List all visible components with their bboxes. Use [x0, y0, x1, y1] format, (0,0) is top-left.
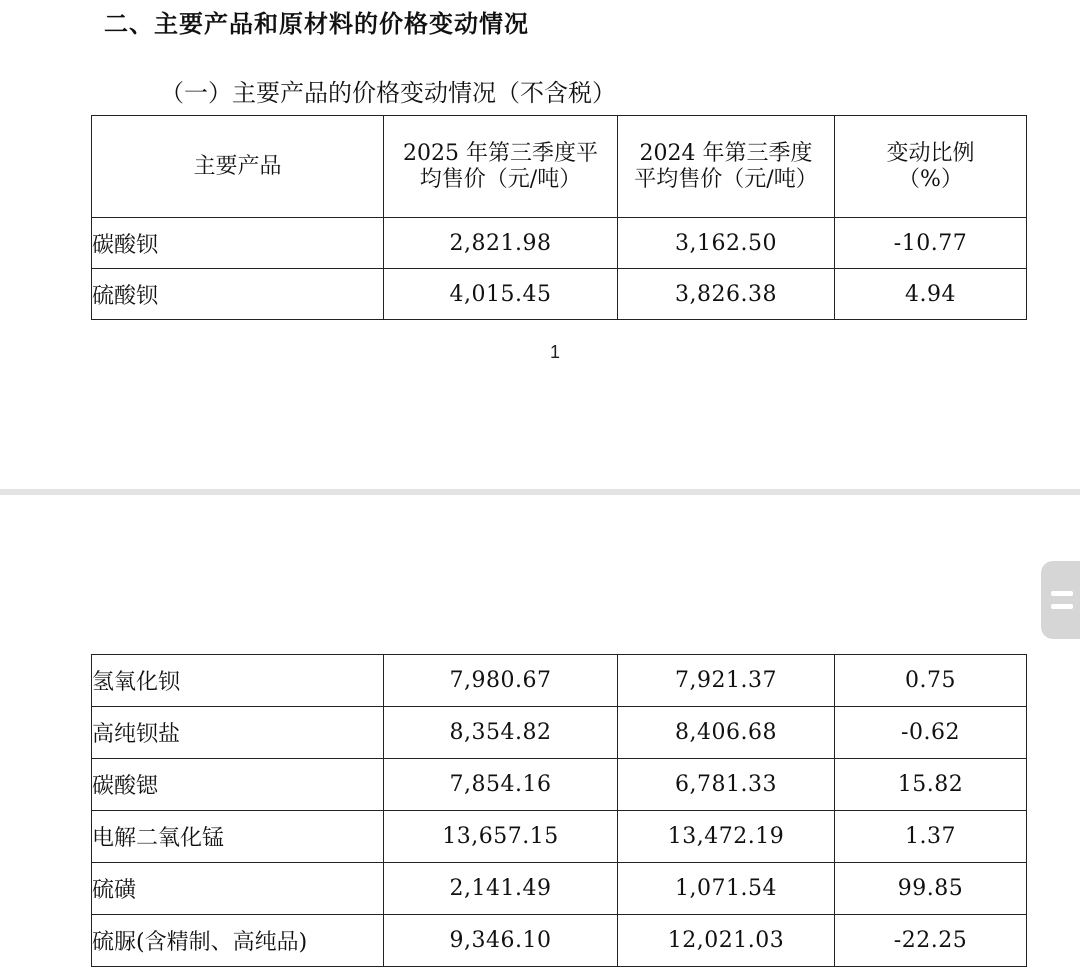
menu-handle-bar	[1051, 591, 1073, 596]
product-name-cell: 硫磺	[92, 863, 384, 915]
product-name-cell: 电解二氧化锰	[92, 811, 384, 863]
menu-handle-bar	[1051, 604, 1073, 609]
price-2024-cell: 7,921.37	[618, 655, 835, 707]
table-header-row	[92, 116, 1027, 218]
price-2025-cell: 7,980.67	[384, 655, 618, 707]
price-2025-cell: 8,354.82	[384, 707, 618, 759]
header-2025-q3-price: 2025 年第三季度平均售价（元/吨）	[384, 116, 618, 218]
price-2024-cell: 3,162.50	[618, 218, 835, 269]
change-ratio-cell: 15.82	[835, 759, 1027, 811]
price-2025-cell: 9,346.10	[384, 915, 618, 967]
product-name-cell: 碳酸钡	[92, 218, 384, 269]
product-name-cell: 高纯钡盐	[92, 707, 384, 759]
table-row	[92, 707, 1027, 759]
change-ratio-cell: -22.25	[835, 915, 1027, 967]
table-row	[92, 915, 1027, 967]
price-2025-cell: 13,657.15	[384, 811, 618, 863]
table-row	[92, 811, 1027, 863]
product-name-cell: 碳酸锶	[92, 759, 384, 811]
table-row	[92, 218, 1027, 269]
price-2025-cell: 7,854.16	[384, 759, 618, 811]
price-2024-cell: 12,021.03	[618, 915, 835, 967]
price-2024-cell: 8,406.68	[618, 707, 835, 759]
product-name-cell: 硫酸钡	[92, 269, 384, 320]
price-2025-cell: 2,821.98	[384, 218, 618, 269]
table-row	[92, 655, 1027, 707]
page-divider	[0, 489, 1080, 495]
change-ratio-cell: -10.77	[835, 218, 1027, 269]
section-title: 二、主要产品和原材料的价格变动情况	[104, 9, 529, 38]
price-table-page2	[91, 654, 1027, 967]
table-row	[92, 863, 1027, 915]
change-ratio-cell: -0.62	[835, 707, 1027, 759]
price-2024-cell: 3,826.38	[618, 269, 835, 320]
product-name-cell: 硫脲(含精制、高纯品)	[92, 915, 384, 967]
price-2025-cell: 4,015.45	[384, 269, 618, 320]
change-ratio-cell: 4.94	[835, 269, 1027, 320]
page-number: 1	[550, 342, 561, 362]
price-table-page1	[91, 115, 1027, 320]
table-row	[92, 269, 1027, 320]
table-row	[92, 759, 1027, 811]
header-change-ratio: 变动比例（%）	[835, 116, 1027, 218]
product-name-cell: 氢氧化钡	[92, 655, 384, 707]
header-main-product: 主要产品	[92, 116, 384, 218]
menu-handle-icon[interactable]	[1041, 561, 1080, 639]
change-ratio-cell: 0.75	[835, 655, 1027, 707]
header-2024-q3-price: 2024 年第三季度平均售价（元/吨）	[618, 116, 835, 218]
price-2024-cell: 1,071.54	[618, 863, 835, 915]
price-2024-cell: 13,472.19	[618, 811, 835, 863]
subsection-title: （一）主要产品的价格变动情况（不含税）	[160, 79, 616, 107]
price-2025-cell: 2,141.49	[384, 863, 618, 915]
price-2024-cell: 6,781.33	[618, 759, 835, 811]
change-ratio-cell: 99.85	[835, 863, 1027, 915]
change-ratio-cell: 1.37	[835, 811, 1027, 863]
